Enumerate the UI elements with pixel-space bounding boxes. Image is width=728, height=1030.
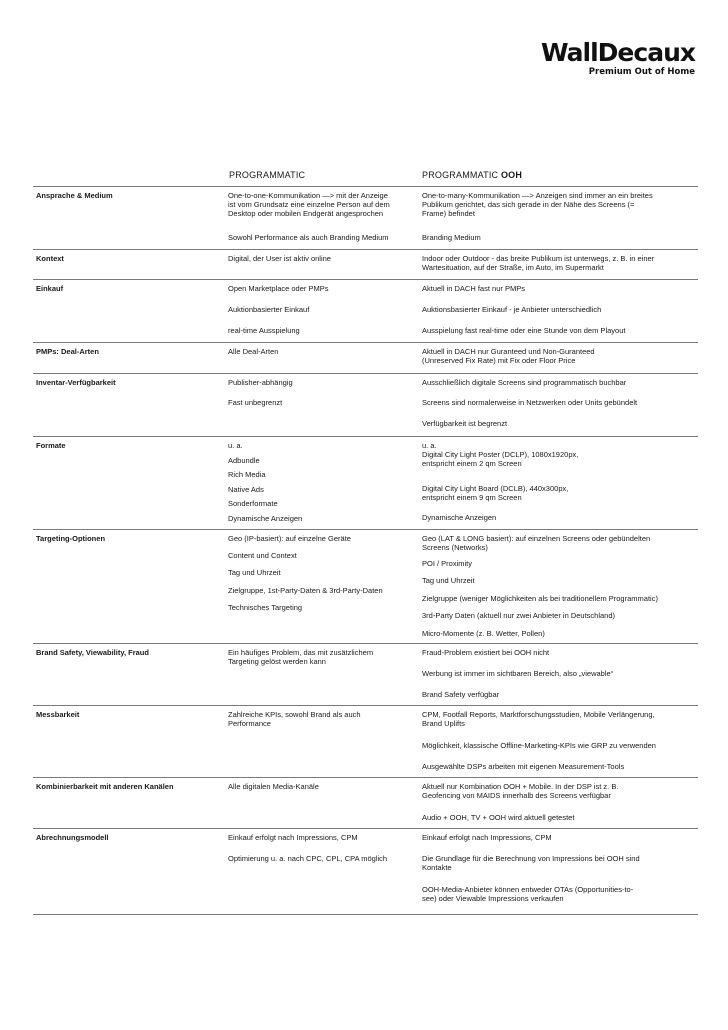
table-row	[33, 529, 698, 644]
cell-item: Auktionbasierter Einkauf	[228, 305, 310, 314]
cell-item: Screens sind normalerweise in Netzwerken oder Units gebündelt	[422, 398, 638, 407]
logo-wordmark: WallDecaux	[540, 38, 695, 67]
cell-item: Möglichkeit, klassische Offline-Marketing-KPIs wie GRP zu verwenden	[422, 741, 656, 750]
cell-item: Ausgewählte DSPs arbeiten mit eigenen Measurement-Tools	[422, 762, 625, 771]
cell-item: Zielgruppe (weniger Möglichkeiten als bei traditionellem Programmatic)	[422, 594, 658, 603]
header-ooh-bold: OOH	[500, 170, 523, 180]
cell-item: Fraud-Problem existiert bei OOH nicht	[422, 648, 550, 657]
table-row	[33, 373, 698, 437]
table-row	[33, 828, 698, 915]
cell-item: Zahlreiche KPIs, sowohl Brand als auch Performance	[228, 710, 361, 728]
cell-item: Micro-Momente (z. B. Wetter, Pollen)	[422, 629, 545, 638]
cell-item: Einkauf erfolgt nach Impressions, CPM	[422, 833, 552, 842]
cell-item: Ausschließlich digitale Screens sind programmatisch buchbar	[422, 378, 627, 387]
cell-item: Geo (IP-basiert): auf einzelne Geräte	[228, 534, 351, 543]
cell-item: u. a.	[228, 441, 243, 450]
cell-item: Native Ads	[228, 485, 264, 494]
row-label: PMPs: Deal-Arten	[36, 347, 99, 356]
cell-item: Rich Media	[228, 470, 266, 479]
cell-item: OOH-Media-Anbieter können entweder OTAs (Opportunities-to- see) oder Viewable Impressions verkaufen	[422, 885, 634, 903]
cell-item: Ausspielung fast real-time oder eine Stunde von dem Playout	[422, 326, 626, 335]
cell-item: 3rd-Party Daten (aktuell nur zwei Anbieter in Deutschland)	[422, 611, 616, 620]
cell-item: Alle digitalen Media-Kanäle	[228, 782, 319, 791]
cell-item: Dynamische Anzeigen	[228, 514, 303, 523]
cell-item: Zielgruppe, 1st-Party-Daten & 3rd-Party-Daten	[228, 586, 383, 595]
row-label: Messbarkeit	[36, 710, 80, 719]
walldecaux-logo	[541, 40, 695, 77]
header-programmatic-ooh	[422, 170, 522, 180]
cell-item: Aktuell in DACH nur Guranteed und Non-Guranteed (Unreserved Fix Rate) mit Fix oder Floor Price	[422, 347, 595, 365]
cell-item: Alle Deal-Arten	[228, 347, 279, 356]
cell-item: One-to-many-Kommunikation —> Anzeigen sind immer an ein breites Publikum gerichtet, das sich gerade in der Nähe des Screens (= Frame) befindet	[422, 191, 653, 218]
cell-item: Sowohl Performance als auch Branding Medium	[228, 233, 389, 242]
row-label: Targeting-Optionen	[36, 534, 106, 543]
cell-item: Publisher-abhängig	[228, 378, 293, 387]
cell-item: Einkauf erfolgt nach Impressions, CPM	[228, 833, 358, 842]
table-row	[33, 436, 698, 530]
row-label: Inventar-Verfügbarkeit	[36, 378, 116, 387]
row-label: Abrechnungsmodell	[36, 833, 109, 842]
cell-item: Tag und Uhrzeit	[228, 568, 281, 577]
table-row	[33, 342, 698, 374]
cell-item: Werbung ist immer im sichtbaren Bereich, also „viewable“	[422, 669, 614, 678]
cell-item: Optimierung u. a. nach CPC, CPL, CPA möglich	[228, 854, 388, 863]
row-label: Kombinierbarkeit mit anderen Kanälen	[36, 782, 174, 791]
table-row	[33, 643, 698, 706]
header-programmatic-ooh-prefix: PROGRAMMATIC	[422, 170, 501, 180]
cell-item: Sonderformate	[228, 499, 278, 508]
cell-item: Indoor oder Outdoor - das breite Publikum ist unterwegs, z. B. in einer Wartesituation, auf der Straße, im Auto, im Supermarkt	[422, 254, 655, 272]
cell-item: Aktuell in DACH fast nur PMPs	[422, 284, 525, 293]
table-row	[33, 279, 698, 343]
cell-item: Dynamische Anzeigen	[422, 513, 497, 522]
table-row	[33, 249, 698, 280]
table-header	[33, 170, 698, 186]
row-label: Ansprache & Medium	[36, 191, 113, 200]
header-programmatic: PROGRAMMATIC	[229, 170, 306, 180]
table-row	[33, 777, 698, 829]
row-label: Formate	[36, 441, 66, 450]
cell-item: Auktionsbasierter Einkauf - je Anbieter unterschiedlich	[422, 305, 602, 314]
cell-item: Audio + OOH, TV + OOH wird aktuell getestet	[422, 813, 575, 822]
row-label: Einkauf	[36, 284, 64, 293]
cell-item: Branding Medium	[422, 233, 481, 242]
cell-item: real-time Ausspielung	[228, 326, 300, 335]
row-label: Kontext	[36, 254, 64, 263]
cell-item: Adbundle	[228, 456, 260, 465]
row-label: Brand Safety, Viewability, Fraud	[36, 648, 149, 657]
logo-tagline: Premium Out of Home	[588, 67, 695, 77]
cell-item: Aktuell nur Kombination OOH + Mobile. In der DSP ist z. B. Geofencing von MAIDS innerhalb des Screens verfügbar	[422, 782, 619, 800]
cell-item: Digital, der User ist aktiv online	[228, 254, 331, 263]
cell-item: Brand Safety verfügbar	[422, 690, 500, 699]
cell-item: Verfügbarkeit ist begrenzt	[422, 419, 508, 428]
cell-item: Technisches Targeting	[228, 603, 303, 612]
cell-item: CPM, Footfall Reports, Marktforschungsstudien, Mobile Verlängerung, Brand Uplifts	[422, 710, 655, 728]
cell-item: Die Grundlage für die Berechnung von Impressions bei OOH sind Kontakte	[422, 854, 640, 872]
cell-item: One-to-one-Kommunikation —> mit der Anzeige ist vom Grundsatz eine einzelne Person auf dem Desktop oder mobilen Endgerät angesprochen	[228, 191, 390, 218]
cell-item: Tag und Uhrzeit	[422, 576, 475, 585]
cell-item: Content und Context	[228, 551, 297, 560]
cell-item: POI / Proximity	[422, 559, 473, 568]
cell-item: Geo (LAT & LONG basiert): auf einzelnen Screens oder gebündelten Screens (Networks)	[422, 534, 651, 552]
table-row	[33, 705, 698, 778]
cell-item: u. a. Digital City Light Poster (DCLP), 1080x1920px, entspricht einem 2 qm Screen	[422, 441, 579, 468]
cell-item: Open Marketplace oder PMPs	[228, 284, 329, 293]
cell-item: Fast unbegrenzt	[228, 398, 283, 407]
table-row	[33, 186, 698, 250]
cell-item: Digital City Light Board (DCLB), 440x300px, entspricht einem 9 qm Screen	[422, 484, 569, 502]
cell-item: Ein häufiges Problem, das mit zusätzlichem Targeting gelöst werden kann	[228, 648, 374, 666]
